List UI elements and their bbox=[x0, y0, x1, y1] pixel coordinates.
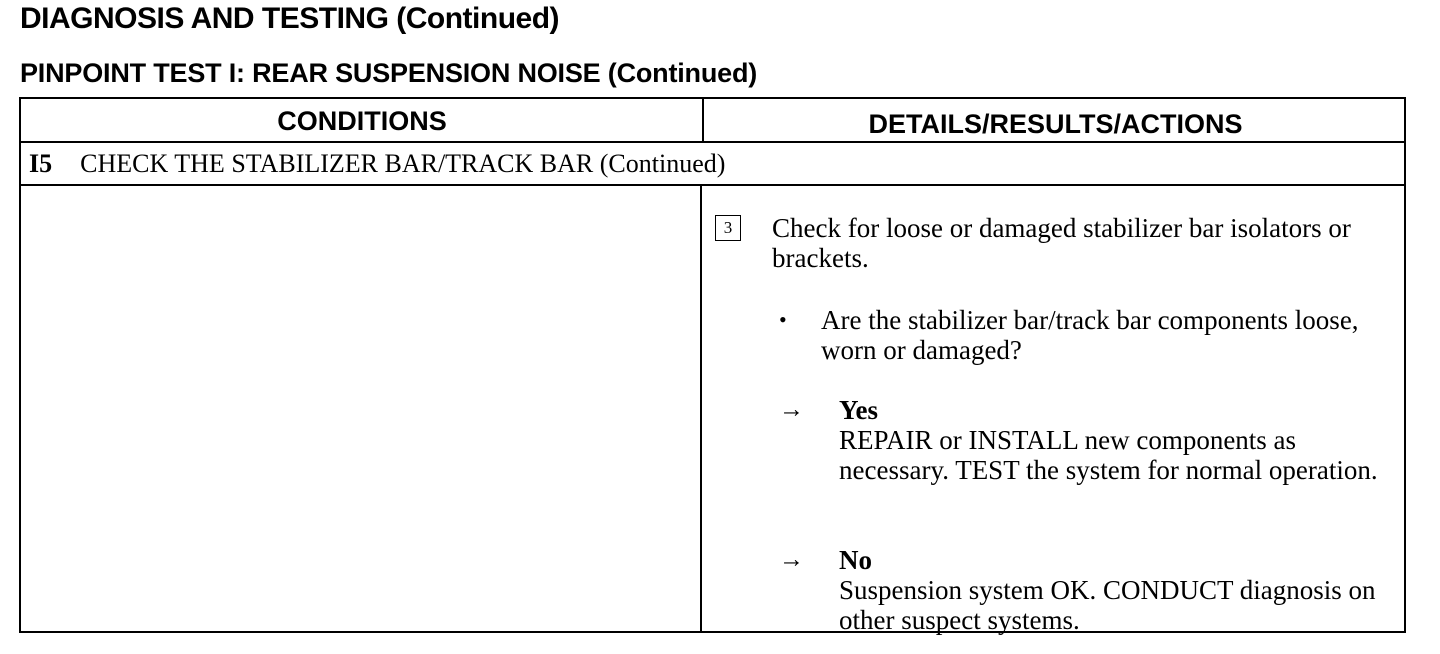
result-no bbox=[839, 545, 1384, 635]
arrow-right-icon: → bbox=[779, 396, 804, 423]
step-title: CHECK THE STABILIZER BAR/TRACK BAR (Continued) bbox=[80, 149, 726, 178]
step-id: I5 bbox=[29, 149, 53, 178]
arrow-right-icon: → bbox=[779, 546, 804, 573]
step-divider bbox=[21, 184, 1404, 186]
column-header-details: DETAILS/RESULTS/ACTIONS bbox=[868, 109, 1243, 139]
step-title-row bbox=[29, 147, 725, 181]
pinpoint-test-title: PINPOINT TEST I: REAR SUSPENSION NOISE (Continued) bbox=[20, 58, 758, 88]
pinpoint-test-table bbox=[19, 97, 1406, 633]
inspection-question: Are the stabilizer bar/track bar components loose, worn or damaged? bbox=[821, 305, 1359, 365]
column-header-conditions: CONDITIONS bbox=[277, 106, 447, 136]
substep-instruction: Check for loose or damaged stabilizer bar isolators or brackets. bbox=[772, 213, 1351, 273]
section-title: DIAGNOSIS AND TESTING (Continued) bbox=[20, 2, 560, 35]
body-column-divider bbox=[700, 184, 702, 631]
header-column-divider bbox=[702, 99, 704, 141]
bullet-icon: • bbox=[779, 307, 787, 332]
result-yes-label: Yes bbox=[839, 395, 878, 425]
result-yes-action: REPAIR or INSTALL new components as necessary. TEST the system for normal operation. bbox=[839, 425, 1378, 485]
substep-number-box: 3 bbox=[715, 215, 741, 241]
result-no-action: Suspension system OK. CONDUCT diagnosis on other suspect systems. bbox=[839, 575, 1376, 635]
result-no-label: No bbox=[839, 545, 872, 575]
result-yes bbox=[839, 395, 1384, 485]
header-divider bbox=[21, 141, 1404, 143]
